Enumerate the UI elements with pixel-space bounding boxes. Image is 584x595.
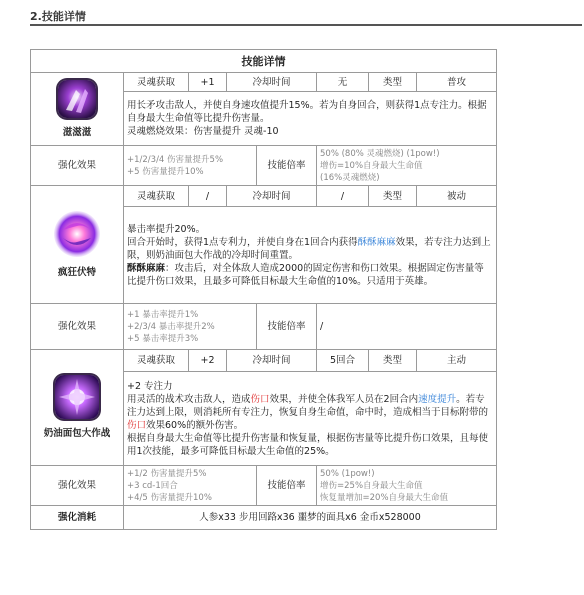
violet-burst-skill-icon xyxy=(55,375,99,419)
keyword-wound: 伤口 xyxy=(250,393,270,405)
soul-gain-label: 灵魂获取 xyxy=(124,73,189,92)
skill-2-multiplier: / xyxy=(317,304,497,350)
cooldown-label: 冷却时间 xyxy=(227,350,317,372)
multiplier-label: 技能倍率 xyxy=(257,146,317,186)
cooldown-label: 冷却时间 xyxy=(227,186,317,207)
skill-3-multiplier: 50% (1pow!) 增伤=25%自身最大生命值 恢复量增加=20%自身最大生命值 xyxy=(317,466,497,506)
type-label: 类型 xyxy=(369,73,417,92)
skill-1-soul-gain: +1 xyxy=(189,73,227,92)
skill-2-name: 疯狂伏特 xyxy=(57,267,96,278)
skill-1-cell xyxy=(31,73,124,146)
skill-1-enhance: +1/2/3/4 伤害量提升5% +5 伤害量提升10% xyxy=(124,146,257,186)
consume-materials: 人参x33 步用回路x36 噩梦的面具x6 金币x528000 xyxy=(124,506,497,530)
pink-vortex-skill-icon xyxy=(53,210,101,258)
table-title: 技能详情 xyxy=(31,50,497,73)
skill-3-cell xyxy=(31,350,124,466)
skill-1-name: 滋滋滋 xyxy=(62,126,92,138)
type-label: 类型 xyxy=(369,350,417,372)
section-title: 2.技能详情 xyxy=(30,6,582,26)
multiplier-label: 技能倍率 xyxy=(257,304,317,350)
keyword-tingle-def: 酥酥麻麻 xyxy=(127,262,166,274)
keyword-wound: 伤口 xyxy=(127,419,147,431)
multiplier-label: 技能倍率 xyxy=(257,466,317,506)
skill-1-cooldown: 无 xyxy=(317,73,369,92)
skill-2-enhance: +1 暴击率提升1% +2/3/4 暴击率提升2% +5 暴击率提升3% xyxy=(124,304,257,350)
enhance-label: 强化效果 xyxy=(31,466,124,506)
keyword-tingle: 酥酥麻麻 xyxy=(357,236,396,248)
soul-gain-label: 灵魂获取 xyxy=(124,186,189,207)
skill-2-type: 被动 xyxy=(417,186,497,207)
skill-2-cooldown: / xyxy=(317,186,369,207)
skill-1-type: 普攻 xyxy=(417,73,497,92)
skill-2-cell xyxy=(31,186,124,304)
skill-1-description: 用长矛攻击敌人，并使自身速攻值提升15%。若为自身回合，则获得1点专注力。根据自身最大生命值等比提升伤害量。 灵魂燃烧效果：伤害量提升 灵魂-10 xyxy=(124,92,497,146)
skill-3-soul-gain: +2 xyxy=(189,350,227,372)
cooldown-label: 冷却时间 xyxy=(227,73,317,92)
skill-3-enhance: +1/2 伤害量提升5% +3 cd-1回合 +4/5 伤害量提升10% xyxy=(124,466,257,506)
keyword-speed-up: 速度提升 xyxy=(418,393,457,405)
purple-claw-skill-icon xyxy=(58,80,96,118)
skill-details-table xyxy=(30,49,497,530)
soul-gain-label: 灵魂获取 xyxy=(124,350,189,372)
skill-2-description: 暴击率提升20%。 回合开始时，获得1点专利力，并使自身在1回合内获得酥酥麻麻效果，若专注力达到上限，则奶油面包大作战的冷却时间重置。 酥酥麻麻：攻击后，对全体敌人造成2000的固定伤害和伤口效果。根据固定伤害量等比提升伤口效果，且最多可降低目标最大生命值的10%。只适用于英雄。 xyxy=(124,207,497,304)
enhance-label: 强化效果 xyxy=(31,146,124,186)
type-label: 类型 xyxy=(369,186,417,207)
skill-3-cooldown: 5回合 xyxy=(317,350,369,372)
skill-1-multiplier: 50% (80% 灵魂燃烧) (1pow!) 增伤=10%自身最大生命值 (16%灵魂燃烧) xyxy=(317,146,497,186)
skill-2-soul-gain: / xyxy=(189,186,227,207)
consume-label: 强化消耗 xyxy=(31,506,124,530)
skill-3-type: 主动 xyxy=(417,350,497,372)
skill-3-name: 奶油面包大作战 xyxy=(43,428,111,439)
enhance-label: 强化效果 xyxy=(31,304,124,350)
skill-3-description: +2 专注力 用灵活的战术攻击敌人，造成伤口效果，并使全体我军人员在2回合内速度提升。若专注力达到上限，则消耗所有专注力，恢复自身生命值，命中时，造成相当于目标附带的伤口效果60%的额外伤害。 根据自身最大生命值等比提升伤害量和恢复量，根据伤害量等比提升伤口效果，且每使用1次技能，最多可降低目标最大生命值的25%。 xyxy=(124,372,497,466)
